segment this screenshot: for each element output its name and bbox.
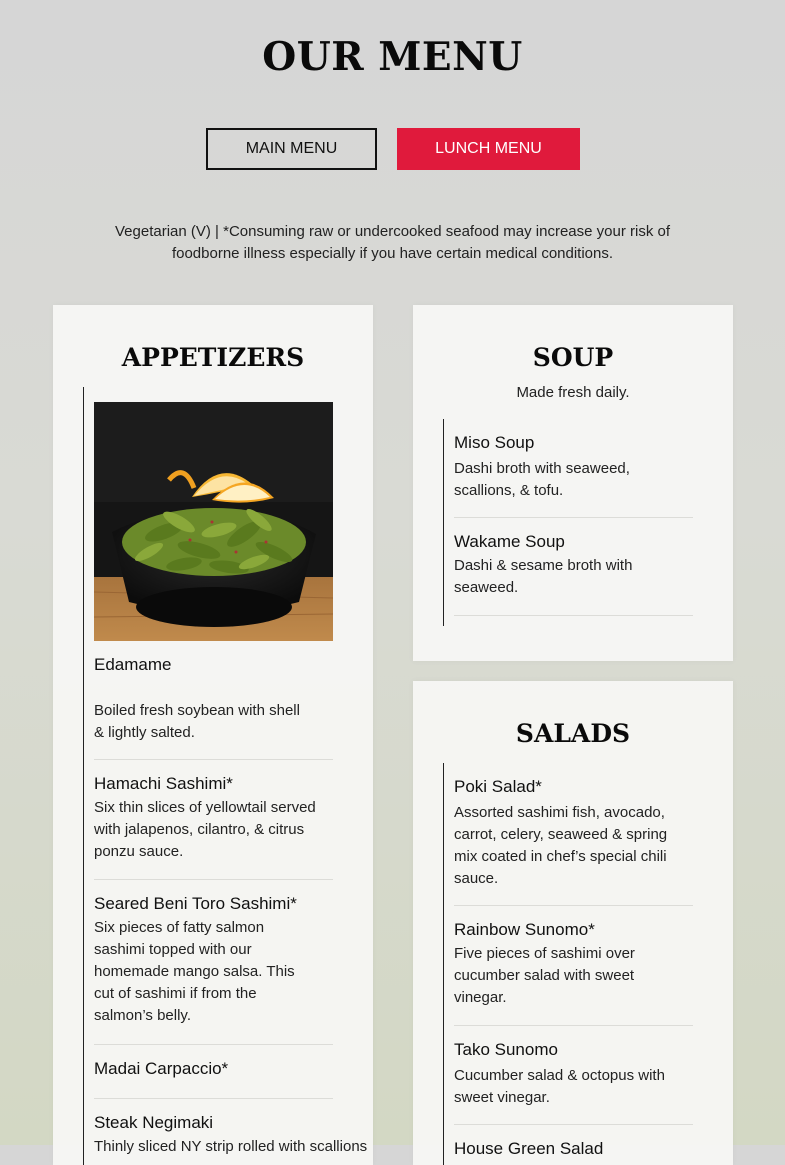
edamame-photo [94,402,333,641]
divider [454,905,693,906]
menu-item-madai-carpaccio [94,1058,333,1088]
menu-item-seared-beni-toro [94,893,333,1033]
menu-item-tako-sunomo [454,1039,693,1109]
divider [454,517,693,518]
item-name: Steak Negimaki [94,1113,214,1132]
menu-item-hamachi-sashimi [94,773,333,873]
item-name: Edamame [94,655,172,674]
divider [94,759,333,760]
appetizers-card [53,305,373,1165]
item-desc: Cucumber salad & octopus with sweet vinegar. [454,1067,665,1106]
divider [454,1025,693,1026]
item-name: Madai Carpaccio* [94,1059,229,1078]
tab-main-menu[interactable]: MAIN MENU [206,128,377,170]
menu-item-edamame [94,654,333,754]
divider [454,1124,693,1125]
item-name: Seared Beni Toro Sashimi* [94,894,297,913]
appetizers-rail [83,387,84,1165]
menu-item-wakame-soup [454,531,693,611]
page-title: OUR MENU [262,34,523,80]
soup-card [413,305,733,661]
divider [94,879,333,880]
item-name: Poki Salad* [454,777,542,796]
soup-subtitle: Made fresh daily. [516,384,630,401]
divider [94,1044,333,1045]
allergy-notice: Vegetarian (V) | *Consuming raw or undercooked seafood may increase your risk of foodborne illness especially if you have certain medical conditions. [114,223,670,262]
item-name: Hamachi Sashimi* [94,774,233,793]
item-desc: Five pieces of sashimi over cucumber salad with sweet vinegar. [454,945,635,1006]
item-desc: Six thin slices of yellowtail served with jalapenos, cilantro, & citrus ponzu sauce. [94,799,316,860]
menu-item-rainbow-sunomo [454,919,693,1009]
item-name: House Green Salad [454,1139,604,1158]
menu-item-house-green-salad [454,1138,693,1165]
item-name: Wakame Soup [454,532,565,551]
item-desc: Dashi & sesame broth with seaweed. [454,557,633,596]
item-name: Miso Soup [454,433,535,452]
tab-lunch-menu[interactable]: LUNCH MENU [397,128,580,170]
item-name: Tako Sunomo [454,1040,558,1059]
appetizers-title: APPETIZERS [121,343,305,372]
salads-card [413,681,733,1165]
item-desc: Six pieces of fatty salmon sashimi topped with our homemade mango salsa. This cut of sashimi if from the salmon’s belly. [94,919,295,1024]
menu-item-steak-negimaki [94,1112,368,1165]
salads-rail [443,763,444,1165]
salads-title: SALADS [515,719,631,748]
item-desc: Dashi broth with seaweed, scallions, & tofu. [454,460,630,499]
item-desc: Boiled fresh soybean with shell & lightly salted. [94,702,300,741]
item-desc: Assorted sashimi fish, avocado, carrot, celery, seaweed & spring mix coated in chef’s special chili sauce. [454,804,668,887]
menu-item-miso-soup [454,432,693,512]
menu-item-poki-salad [454,776,693,886]
divider [94,1098,333,1099]
item-name: Rainbow Sunomo* [454,920,595,939]
soup-rail [443,419,444,626]
soup-title: SOUP [532,343,614,372]
item-desc: Thinly sliced NY strip rolled with scallions [94,1138,368,1155]
divider [454,615,693,616]
